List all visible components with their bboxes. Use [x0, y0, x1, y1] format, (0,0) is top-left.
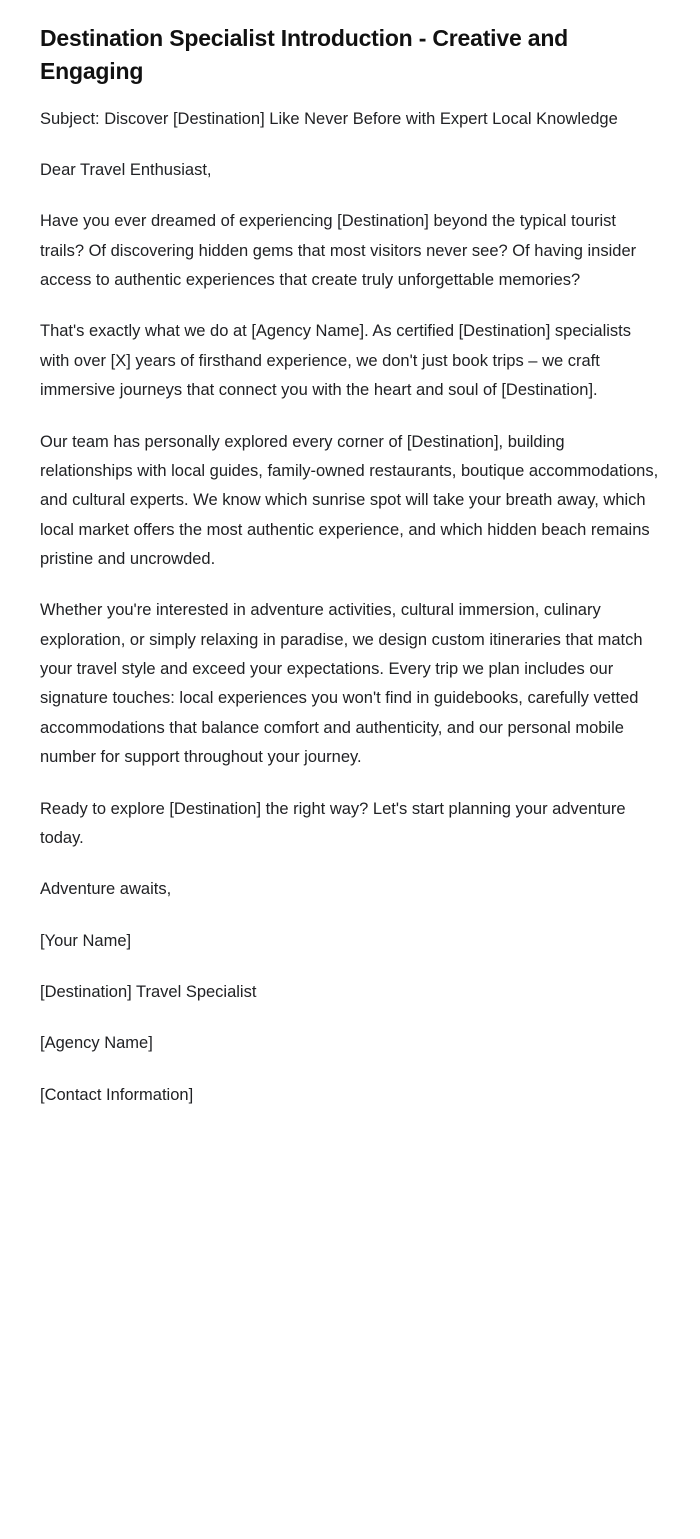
signature-line: [Contact Information] [40, 1085, 194, 1104]
email-body-paragraph: Our team has personally explored every corner of [Destination], building relationships with local guides, family-owned restaurants, boutique accommodations, and cultural experts. We know which sunrise spot will take your breath away, which local market offers the most authentic experience, and which hidden beach remains pristine and uncrowded. [40, 432, 659, 568]
email-body-paragraph: Ready to explore [Destination] the right way? Let's start planning your adventure today. [40, 799, 626, 847]
email-subject-line: Subject: Discover [Destination] Like Never Before with Expert Local Knowledge [40, 109, 618, 128]
page-title: Destination Specialist Introduction - Creative and Engaging [40, 25, 569, 85]
signature-line: [Destination] Travel Specialist [40, 982, 257, 1001]
signature-line: [Your Name] [40, 931, 132, 950]
email-salutation: Dear Travel Enthusiast, [40, 161, 212, 180]
email-body-paragraph: That's exactly what we do at [Agency Name]. As certified [Destination] specialists with over [X] years of firsthand experience, we don't just book trips – we craft immersive journeys that connect you with the heart and soul of [Destination]. [40, 322, 632, 400]
signature-line: [Agency Name] [40, 1034, 153, 1053]
email-body-paragraph: Whether you're interested in adventure activities, cultural immersion, culinary exploration, or simply relaxing in paradise, we design custom itineraries that match your travel style and exceed your expectations. Every trip we plan includes our signature touches: local experiences you won't find in guidebooks, carefully vetted accommodations that balance comfort and authenticity, and our personal mobile number for support throughout your journey. [40, 601, 643, 767]
email-signoff: Adventure awaits, [40, 880, 172, 899]
email-body-paragraph: Have you ever dreamed of experiencing [Destination] beyond the typical tourist trails? Of discovering hidden gems that most visitors never see? Of having insider access to authentic experiences that create truly unforgettable memories? [40, 212, 637, 290]
